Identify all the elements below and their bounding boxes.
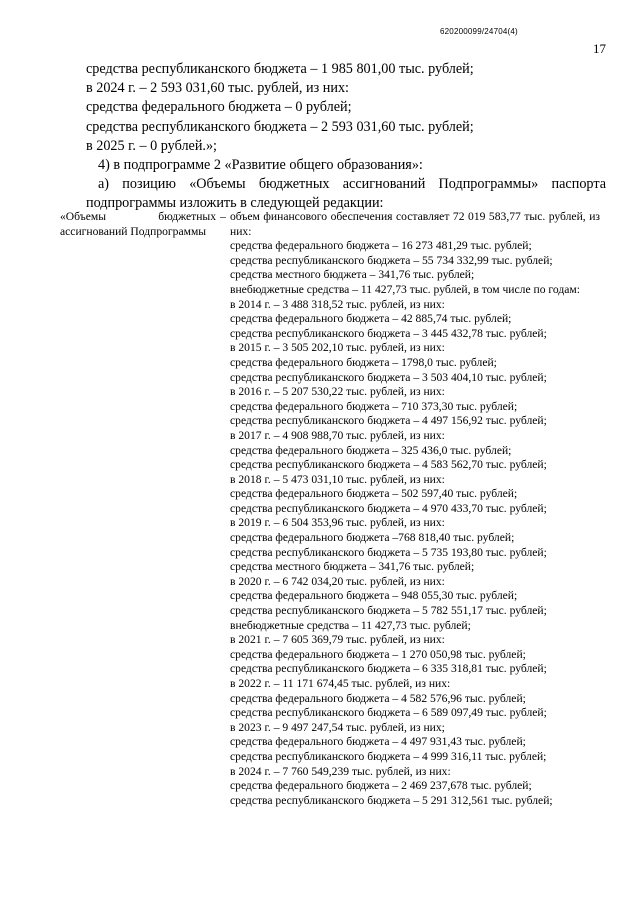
table-row: внебюджетные средства – 11 427,73 тыс. рублей; [230, 618, 471, 632]
table-row: средства республиканского бюджета – 3 503 404,10 тыс. рублей; [230, 370, 547, 384]
intro-line: подпрограммы изложить в следующей редакции: [86, 195, 384, 212]
table-row: средства федерального бюджета – 710 373,30 тыс. рублей; [230, 399, 518, 413]
table-row: средства федерального бюджета – 1798,0 тыс. рублей; [230, 355, 497, 369]
table-row: средства федерального бюджета – 4 497 931,43 тыс. рублей; [230, 735, 526, 749]
table-row: в 2021 г. – 7 605 369,79 тыс. рублей, из них: [230, 633, 445, 647]
table-row: в 2014 г. – 3 488 318,52 тыс. рублей, из них: [230, 297, 445, 311]
table-row: средства местного бюджета – 341,76 тыс. рублей; [230, 560, 475, 574]
table-row: средства республиканского бюджета – 4 583 562,70 тыс. рублей; [230, 458, 547, 472]
table-row: средства республиканского бюджета – 55 734 332,99 тыс. рублей; [230, 253, 553, 267]
table-row: средства федерального бюджета – 42 885,74 тыс. рублей; [230, 312, 512, 326]
intro-line: средства республиканского бюджета – 2 593 031,60 тыс. рублей; [86, 118, 474, 135]
intro-line: 4) в подпрограмме 2 «Развитие общего образования»: [98, 156, 423, 173]
table-row: средства федерального бюджета – 1 270 050,98 тыс. рублей; [230, 647, 526, 661]
table-row: средства федерального бюджета – 16 273 481,29 тыс. рублей; [230, 239, 532, 253]
table-row: средства республиканского бюджета – 3 445 432,78 тыс. рублей; [230, 326, 547, 340]
table-row: в 2022 г. – 11 171 674,45 тыс. рублей, из них: [230, 677, 451, 690]
table-row: средства федерального бюджета – 4 582 576,96 тыс. рублей; [230, 691, 526, 705]
table-row: средства республиканского бюджета – 4 999 316,11 тыс. рублей; [230, 749, 547, 763]
table-row: средства местного бюджета – 341,76 тыс. рублей; [230, 268, 475, 282]
table-row: в 2015 г. – 3 505 202,10 тыс. рублей, из них: [230, 341, 445, 355]
table-value-cell [230, 210, 600, 808]
table-row: средства республиканского бюджета – 6 589 097,49 тыс. рублей; [230, 706, 547, 720]
intro-text [86, 60, 606, 214]
table-row: средства республиканского бюджета – 6 335 318,81 тыс. рублей; [230, 662, 547, 676]
intro-line: средства республиканского бюджета – 1 985 801,00 тыс. рублей; [86, 61, 474, 77]
table-row: в 2024 г. – 7 760 549,239 тыс. рублей, из них: [230, 764, 451, 778]
intro-line: в 2025 г. – 0 рублей.»; [86, 137, 217, 154]
table-dash: – [220, 210, 226, 223]
page-number: 17 [593, 41, 606, 56]
table-row: средства федерального бюджета –768 818,40 тыс. рублей; [230, 531, 515, 545]
table-row: в 2016 г. – 5 207 530,22 тыс. рублей, из них: [230, 385, 445, 399]
budget-table [60, 210, 620, 808]
table-row: в 2020 г. – 6 742 034,20 тыс. рублей, из них: [230, 574, 445, 588]
table-row: средства республиканского бюджета – 4 970 433,70 тыс. рублей; [230, 501, 547, 515]
table-row: средства федерального бюджета – 948 055,30 тыс. рублей; [230, 589, 518, 603]
table-row: в 2018 г. – 5 473 031,10 тыс. рублей, из них: [230, 472, 445, 486]
intro-line: в 2024 г. – 2 593 031,60 тыс. рублей, из них: [86, 80, 349, 97]
table-label-cell: «Объемы бюджетных ассигнований Подпрограммы [60, 210, 216, 238]
table-row: средства республиканского бюджета – 5 782 551,17 тыс. рублей; [230, 604, 547, 618]
table-row: внебюджетные средства – 11 427,73 тыс. рублей, в том числе по годам: [230, 282, 580, 296]
table-row: в 2023 г. – 9 497 247,54 тыс. рублей, из них; [230, 720, 445, 734]
table-row: средства федерального бюджета – 325 436,0 тыс. рублей; [230, 443, 512, 457]
table-row: в 2017 г. – 4 908 988,70 тыс. рублей, из них: [230, 428, 445, 442]
table-row: в 2019 г. – 6 504 353,96 тыс. рублей, из них: [230, 516, 445, 530]
intro-line: а) позицию «Объемы бюджетных ассигнований Подпрограммы» паспорта [98, 176, 606, 193]
table-row: средства республиканского бюджета – 4 497 156,92 тыс. рублей; [230, 414, 547, 428]
document-code: 620200099/24704(4) [440, 27, 518, 36]
table-row: средства республиканского бюджета – 5 291 312,561 тыс. рублей; [230, 793, 553, 807]
table-row: средства федерального бюджета – 502 597,40 тыс. рублей; [230, 487, 518, 501]
table-row: средства республиканского бюджета – 5 735 193,80 тыс. рублей; [230, 545, 547, 559]
table-row: средства федерального бюджета – 2 469 237,678 тыс. рублей; [230, 779, 532, 793]
table-row: объем финансового обеспечения составляет 72 019 583,77 тыс. рублей, из них: [230, 210, 600, 238]
intro-line: средства федерального бюджета – 0 рублей; [86, 99, 352, 116]
